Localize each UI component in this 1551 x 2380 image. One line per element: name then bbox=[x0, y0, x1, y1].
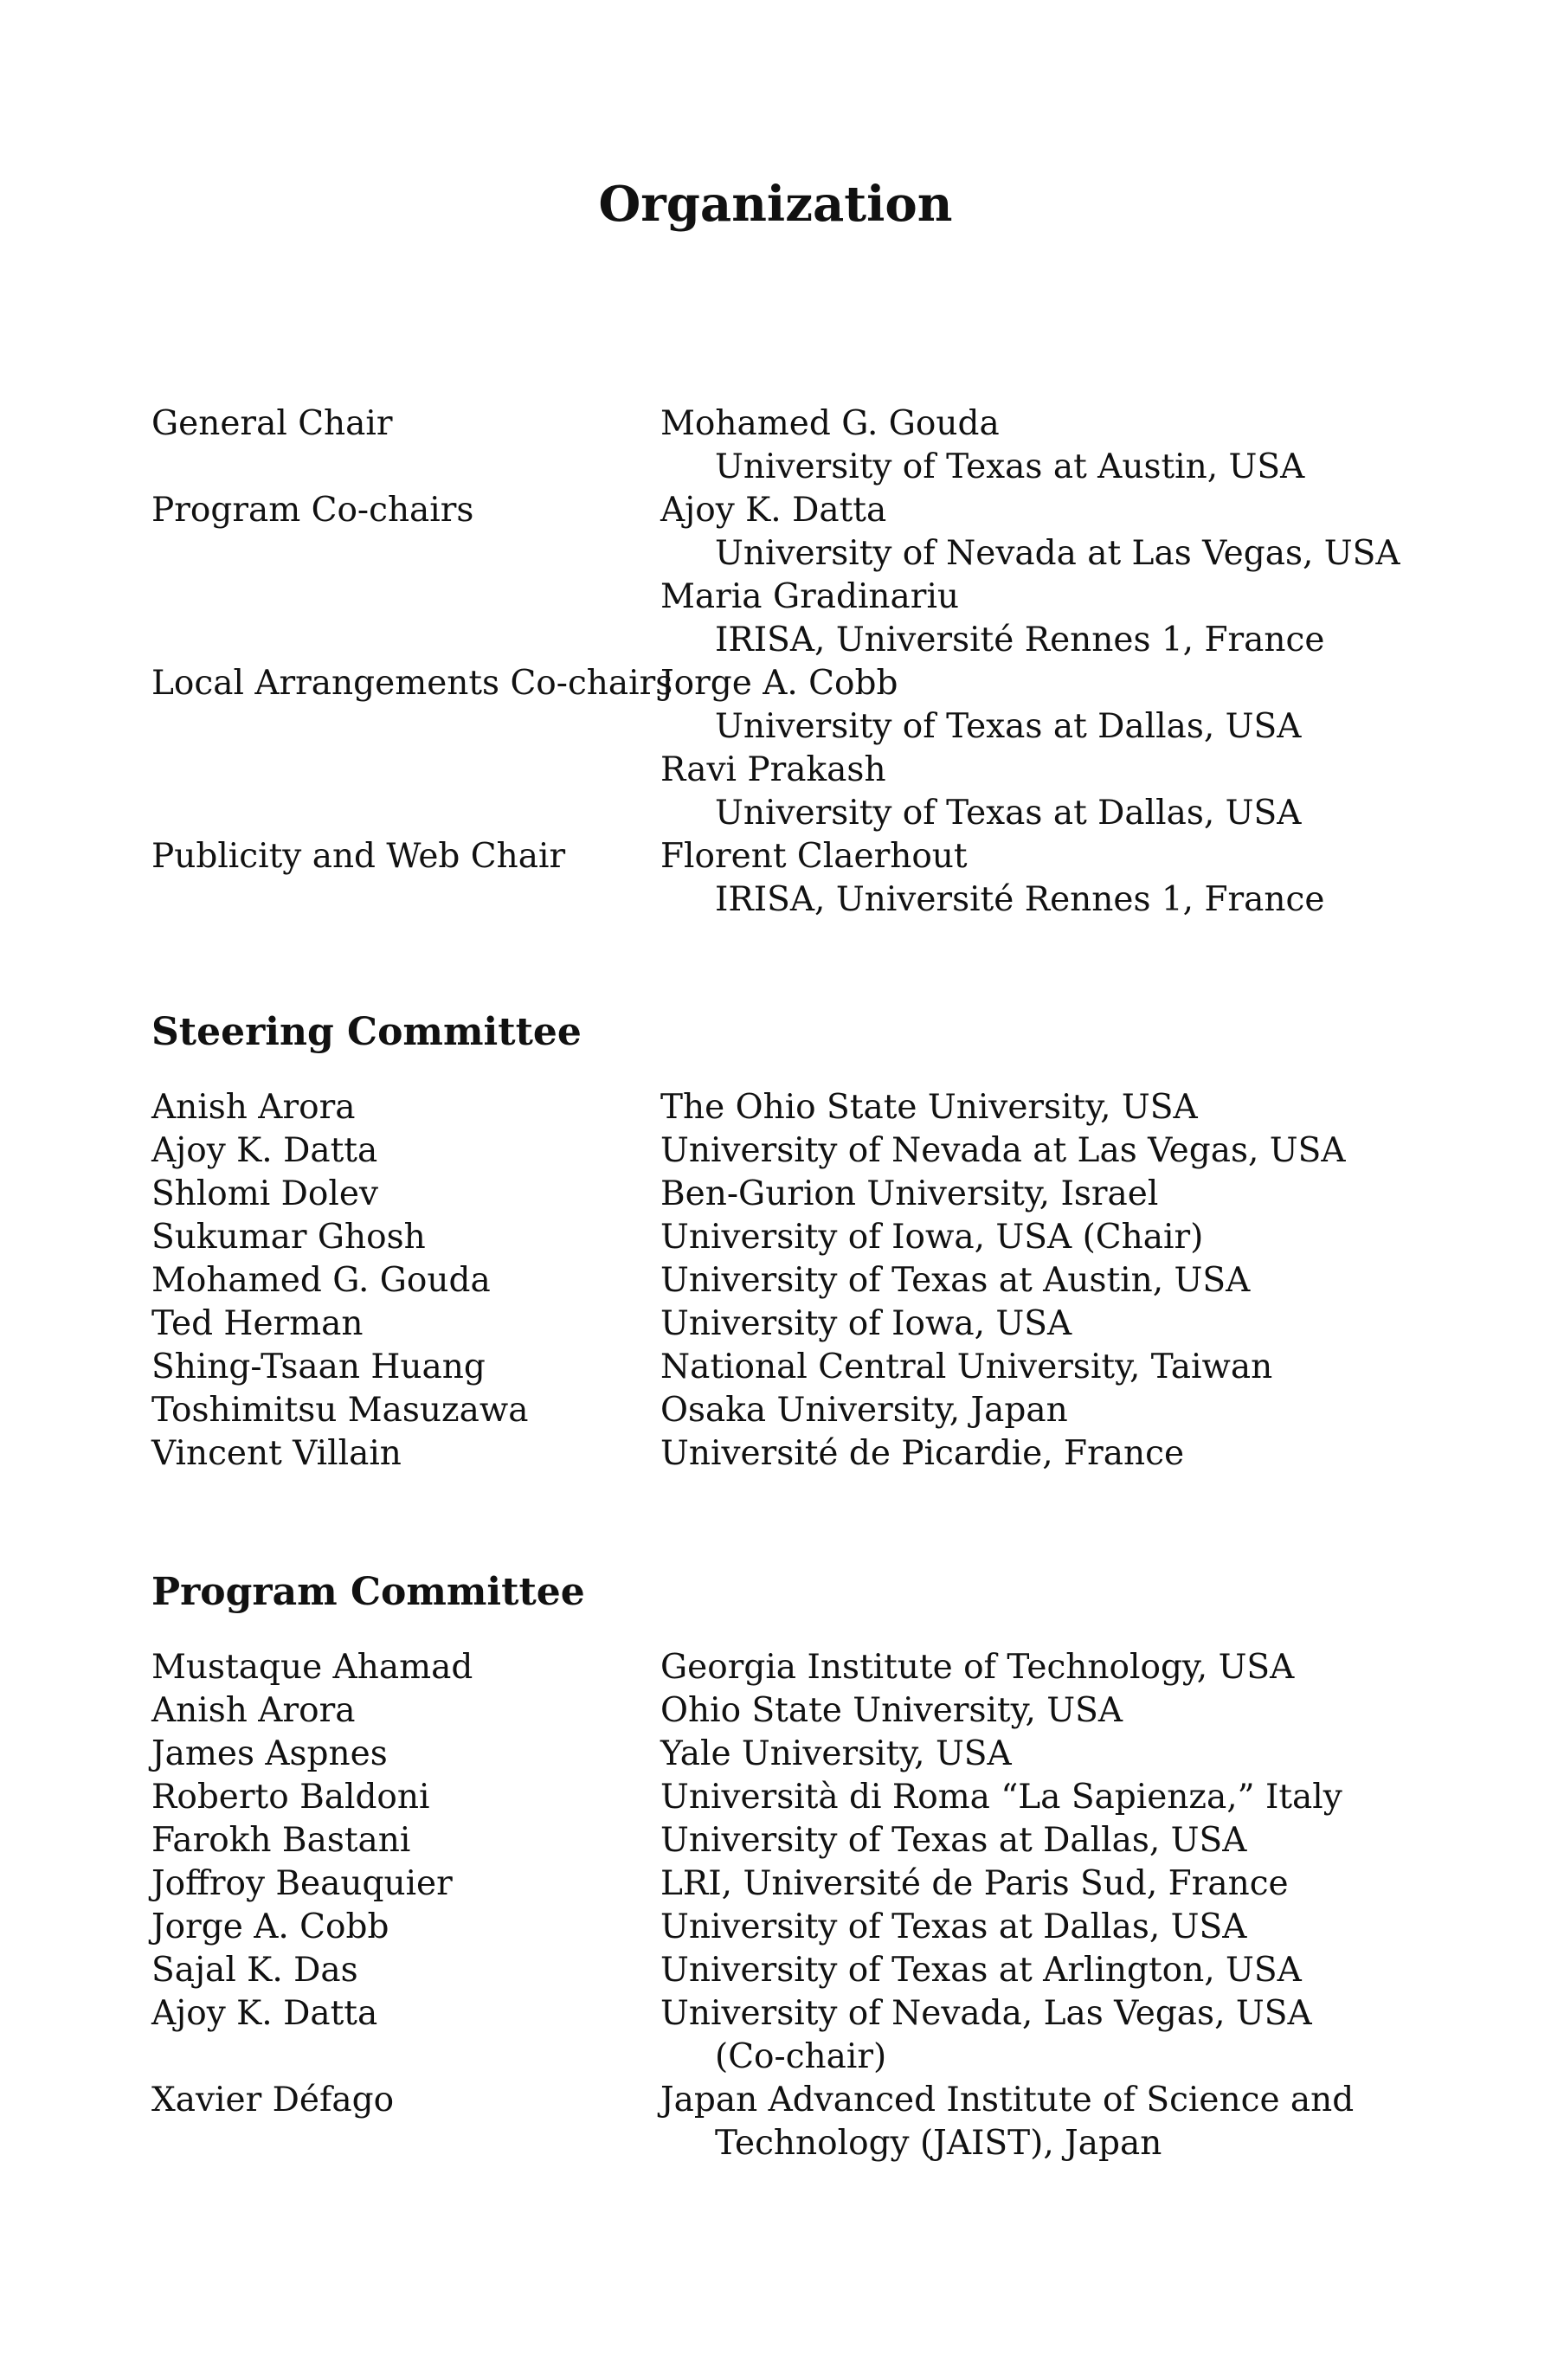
member-name: Ajoy K. Datta bbox=[151, 1131, 378, 1170]
steering-committee bbox=[151, 1007, 1447, 1476]
publicity-chair-name: Florent Claerhout bbox=[660, 837, 968, 876]
program-cochair-1-affiliation: University of Nevada at Las Vegas, USA bbox=[715, 534, 1400, 573]
publicity-chair-affiliation: IRISA, Université Rennes 1, France bbox=[715, 880, 1325, 919]
committee-row bbox=[151, 1689, 1447, 1733]
local-cochair-1-name: Jorge A. Cobb bbox=[660, 664, 898, 703]
committee-row bbox=[151, 1949, 1447, 1992]
member-affiliation: Université de Picardie, France bbox=[660, 1434, 1185, 1473]
publicity-label: Publicity and Web Chair bbox=[151, 837, 566, 876]
committee-row bbox=[151, 1862, 1447, 1906]
committee-row bbox=[151, 1992, 1447, 2036]
member-affiliation: Yale University, USA bbox=[660, 1734, 1012, 1773]
member-name: Ted Herman bbox=[151, 1304, 364, 1343]
member-name: James Aspnes bbox=[151, 1734, 388, 1773]
member-affiliation: University of Nevada at Las Vegas, USA bbox=[660, 1131, 1346, 1170]
member-name: Jorge A. Cobb bbox=[151, 1907, 389, 1946]
member-affiliation-continued: (Co-chair) bbox=[715, 2037, 887, 2076]
member-affiliation: Ohio State University, USA bbox=[660, 1691, 1123, 1730]
local-cochair-2-name: Ravi Prakash bbox=[660, 750, 886, 789]
committee-row bbox=[151, 1129, 1447, 1173]
role-row bbox=[151, 662, 1447, 705]
organization-roles bbox=[151, 402, 1447, 922]
local-cochair-1-affiliation: University of Texas at Dallas, USA bbox=[715, 707, 1302, 746]
member-affiliation: University of Nevada, Las Vegas, USA bbox=[660, 1994, 1312, 2033]
member-affiliation: University of Texas at Dallas, USA bbox=[660, 1907, 1247, 1946]
member-name: Farokh Bastani bbox=[151, 1821, 411, 1860]
committee-row bbox=[151, 1086, 1447, 1129]
member-affiliation: University of Texas at Austin, USA bbox=[660, 1261, 1251, 1300]
member-name: Vincent Villain bbox=[151, 1434, 402, 1473]
member-name: Mustaque Ahamad bbox=[151, 1648, 473, 1687]
committee-row bbox=[151, 1906, 1447, 1949]
member-name: Shlomi Dolev bbox=[151, 1174, 378, 1213]
member-affiliation: University of Texas at Arlington, USA bbox=[660, 1951, 1302, 1990]
local-arrangements-label: Local Arrangements Co-chairs bbox=[151, 664, 673, 703]
committee-row-continuation bbox=[151, 2036, 1447, 2079]
program-cochair-2-affiliation: IRISA, Université Rennes 1, France bbox=[715, 621, 1325, 659]
program-committee bbox=[151, 1566, 1447, 2165]
member-name: Joffroy Beauquier bbox=[151, 1864, 453, 1903]
member-name: Sajal K. Das bbox=[151, 1951, 358, 1990]
member-name: Anish Arora bbox=[151, 1088, 356, 1127]
member-affiliation: University of Iowa, USA bbox=[660, 1304, 1072, 1343]
general-chair-label: General Chair bbox=[151, 404, 393, 443]
member-affiliation: University of Texas at Dallas, USA bbox=[660, 1821, 1247, 1860]
role-row bbox=[151, 835, 1447, 878]
member-affiliation: The Ohio State University, USA bbox=[660, 1088, 1198, 1127]
member-name: Anish Arora bbox=[151, 1691, 356, 1730]
committee-row-continuation bbox=[151, 2122, 1447, 2165]
committee-row bbox=[151, 1819, 1447, 1862]
member-affiliation: Georgia Institute of Technology, USA bbox=[660, 1648, 1295, 1687]
member-name: Roberto Baldoni bbox=[151, 1778, 430, 1817]
general-chair-affiliation: University of Texas at Austin, USA bbox=[715, 447, 1305, 486]
program-cochair-2-name: Maria Gradinariu bbox=[660, 577, 960, 616]
role-row bbox=[151, 446, 1447, 489]
role-row bbox=[151, 489, 1447, 532]
committee-row bbox=[151, 1776, 1447, 1819]
member-affiliation: University of Iowa, USA (Chair) bbox=[660, 1218, 1204, 1257]
member-affiliation: Università di Roma “La Sapienza,” Italy bbox=[660, 1778, 1342, 1817]
member-affiliation: LRI, Université de Paris Sud, France bbox=[660, 1864, 1289, 1903]
committee-row bbox=[151, 1346, 1447, 1389]
committee-row bbox=[151, 1173, 1447, 1216]
local-cochair-2-affiliation: University of Texas at Dallas, USA bbox=[715, 794, 1302, 833]
program-cochairs-label: Program Co-chairs bbox=[151, 491, 474, 530]
committee-row bbox=[151, 1259, 1447, 1303]
member-name: Shing-Tsaan Huang bbox=[151, 1348, 486, 1386]
committee-row bbox=[151, 1646, 1447, 1689]
committee-row bbox=[151, 1733, 1447, 1776]
member-name: Mohamed G. Gouda bbox=[151, 1261, 491, 1300]
member-name: Sukumar Ghosh bbox=[151, 1218, 426, 1257]
page-title: Organization bbox=[598, 176, 953, 233]
member-name: Ajoy K. Datta bbox=[151, 1994, 378, 2033]
steering-heading: Steering Committee bbox=[151, 1010, 582, 1054]
program-cochair-1-name: Ajoy K. Datta bbox=[660, 491, 887, 530]
committee-row bbox=[151, 1303, 1447, 1346]
committee-row bbox=[151, 1389, 1447, 1432]
committee-row bbox=[151, 1432, 1447, 1476]
member-affiliation: National Central University, Taiwan bbox=[660, 1348, 1273, 1386]
member-affiliation-continued: Technology (JAIST), Japan bbox=[715, 2124, 1162, 2163]
committee-row bbox=[151, 1216, 1447, 1259]
member-name: Xavier Défago bbox=[151, 2081, 395, 2119]
role-row bbox=[151, 402, 1447, 446]
member-name: Toshimitsu Masuzawa bbox=[151, 1391, 529, 1430]
program-heading: Program Committee bbox=[151, 1570, 585, 1614]
member-affiliation: Osaka University, Japan bbox=[660, 1391, 1068, 1430]
committee-row bbox=[151, 2079, 1447, 2122]
member-affiliation: Ben-Gurion University, Israel bbox=[660, 1174, 1159, 1213]
member-affiliation: Japan Advanced Institute of Science and bbox=[660, 2081, 1355, 2119]
general-chair-name: Mohamed G. Gouda bbox=[660, 404, 1000, 443]
